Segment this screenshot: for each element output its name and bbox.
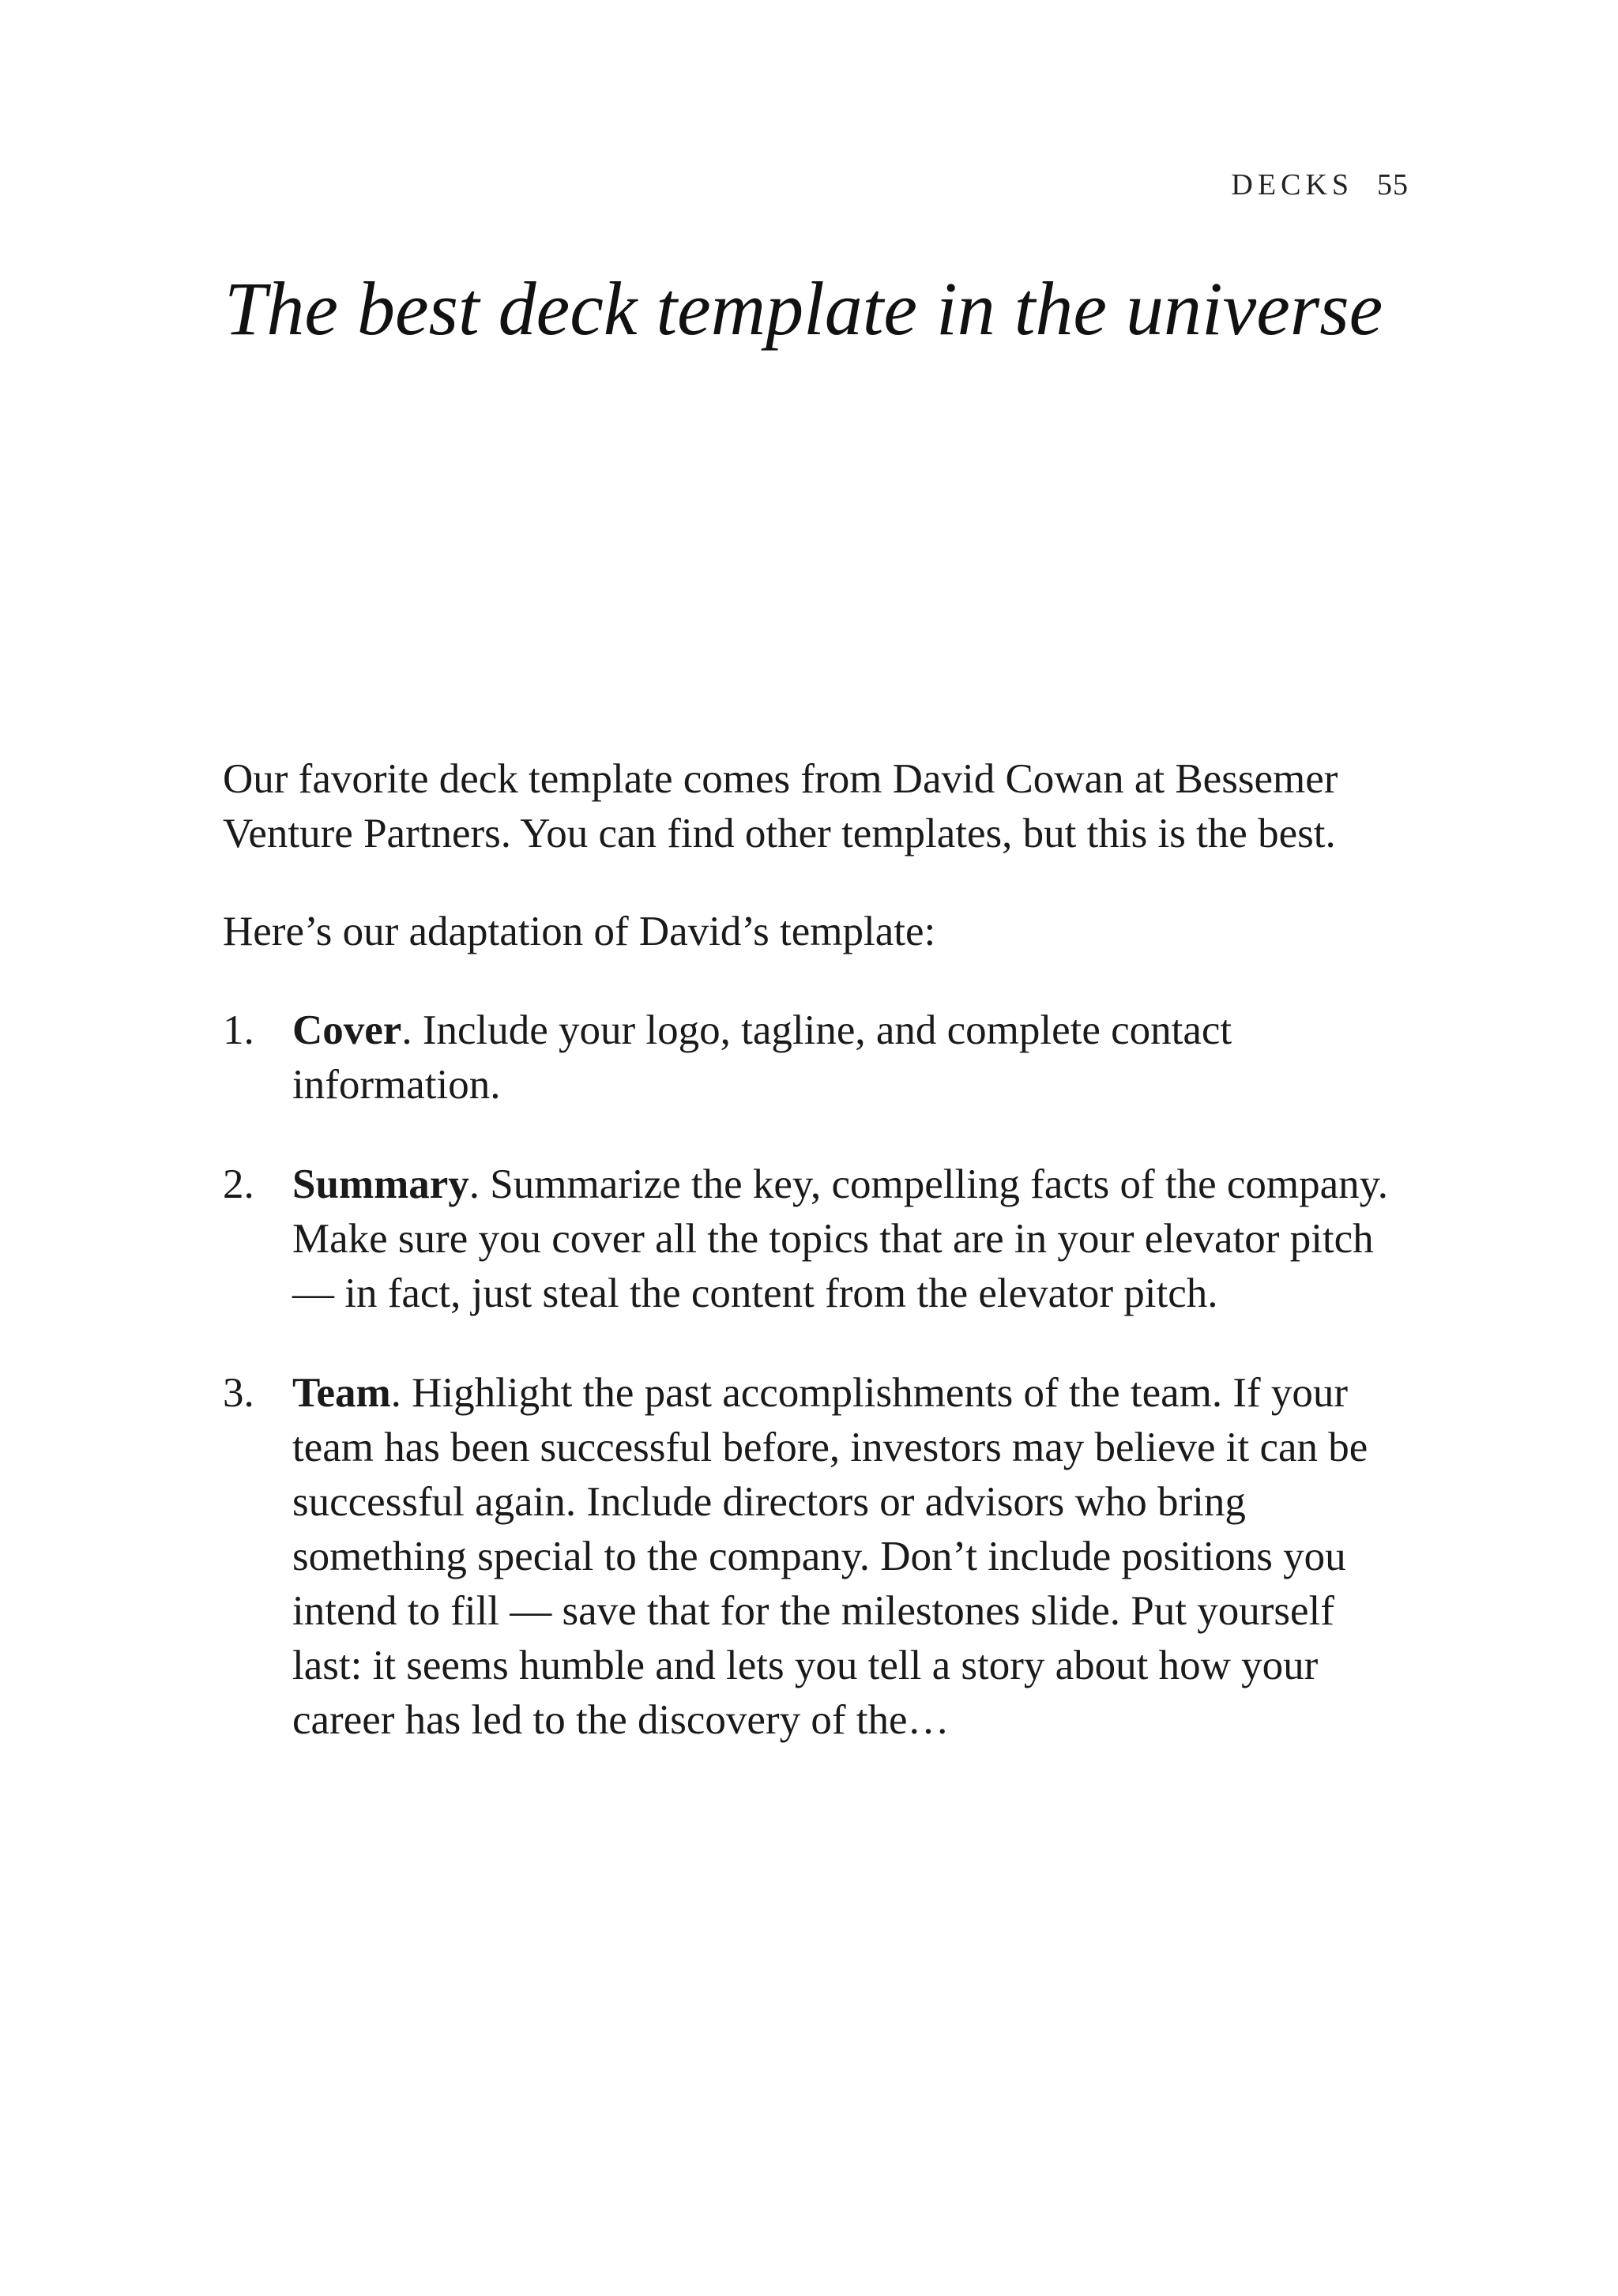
list-item-number: 3. <box>223 1370 254 1416</box>
list-item-term: Team <box>292 1370 391 1416</box>
list-item-text: . Summarize the key, compelling facts of the company. Make sure you cover all the topics that are in your elevator pitch — in fact, just steal the content from the elevator pitch. <box>292 1161 1388 1316</box>
list-item-text: . Highlight the past accomplishments of the team. If your team has been successful before, investors may believe it can be successful again. Include directors or advisors who bring something special to the company. Don’t include positions you intend to fill — save that for the milestones slide. Put yourself last: it seems humble and lets you tell a story about how your career has led to the discovery of the… <box>292 1370 1368 1743</box>
page-number: 55 <box>1377 168 1409 201</box>
running-head <box>1231 167 1409 202</box>
page-title: The best deck template in the universe <box>224 266 1383 351</box>
list-item-term: Cover <box>292 1007 402 1053</box>
body-text <box>223 752 1408 1793</box>
list-item-number: 2. <box>223 1161 254 1207</box>
intro-paragraph: Our favorite deck template comes from David Cowan at Bessemer Venture Partners. You can find other templates, but this is the best. <box>223 756 1338 856</box>
list-item-summary <box>223 1157 1408 1321</box>
list-item-team <box>223 1366 1408 1748</box>
list-item-term: Summary <box>292 1161 469 1207</box>
list-item-text: . Include your logo, tagline, and complete contact information. <box>292 1007 1232 1108</box>
list-item-number: 1. <box>223 1007 254 1053</box>
section-name: DECKS <box>1231 168 1353 201</box>
template-list <box>223 1003 1408 1748</box>
lead-in-paragraph: Here’s our adaptation of David’s template: <box>223 909 936 954</box>
list-item-cover <box>223 1003 1408 1112</box>
